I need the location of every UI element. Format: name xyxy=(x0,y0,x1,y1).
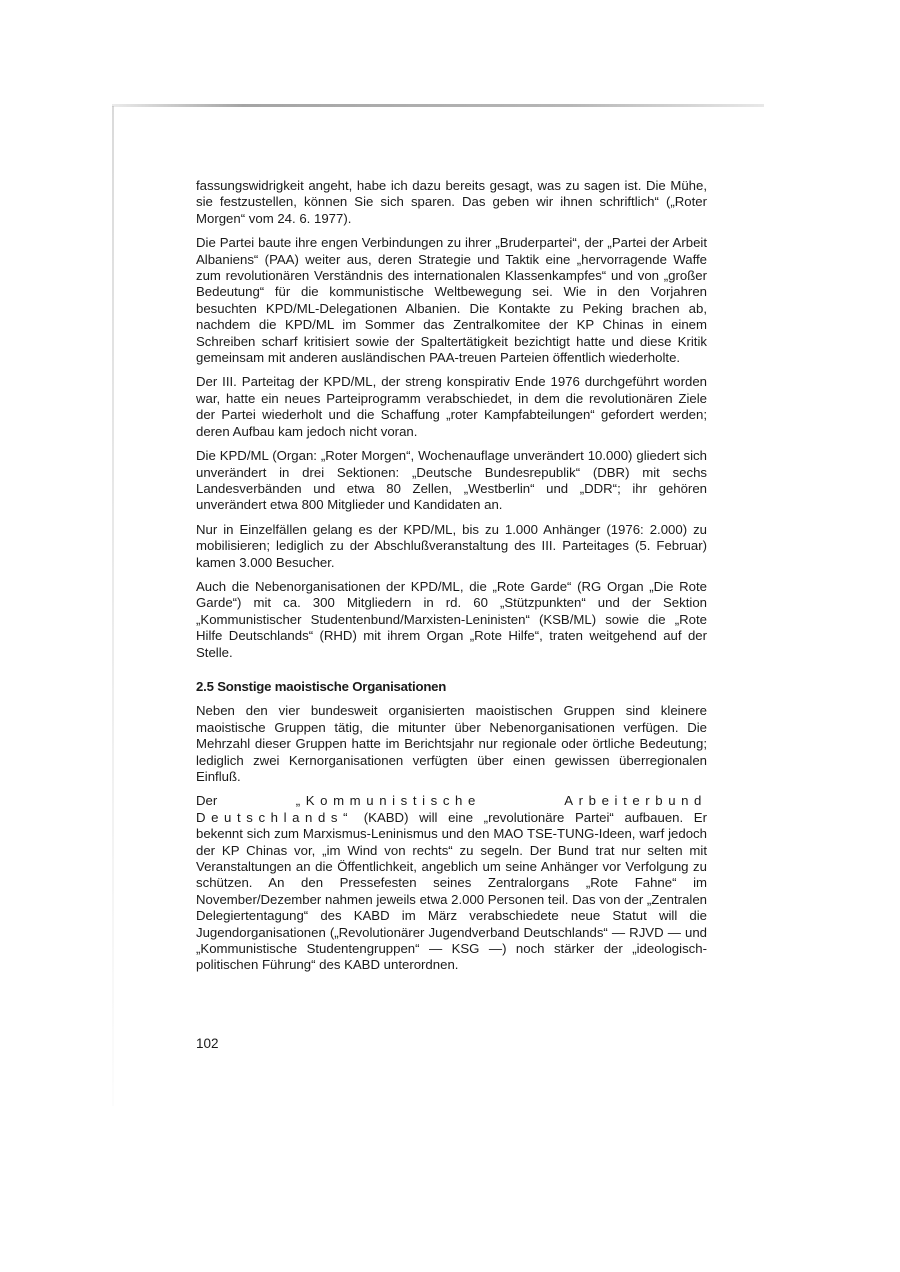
section-heading: 2.5 Sonstige maoistische Organisationen xyxy=(196,678,447,694)
paragraph-1: fassungswidrigkeit angeht, habe ich dazu bereits gesagt, was zu sagen ist. Die Mühe, sie festzustellen, können Sie sich sparen. Das geben wir ihnen schriftlich“ („Roter Morgen“ vom 24. 6. 1977). xyxy=(196,178,707,226)
paragraph-6: Auch die Nebenorganisationen der KPD/ML, die „Rote Garde“ (RG Organ „Die Rote Garde“) mit ca. 300 Mitgliedern in rd. 60 „Stützpunkten“ und der Sektion „Kommunistischer Studentenbund/Marxisten-Leninisten“ (KSB/ML) sowie die „Rote Hilfe Deutschlands“ (RHD) mit ihrem Organ „Rote Hilfe“, traten weitgehend auf der Stelle. xyxy=(196,578,707,660)
body-text xyxy=(196,178,707,982)
scan-top-edge xyxy=(112,104,764,107)
section-paragraph-1: Neben den vier bundesweit organisierten maoistischen Gruppen sind kleinere maoistische Gruppen tätig, die mitunter über Nebenorganisationen verfügen. Die Mehrzahl dieser Gruppen hatte im Berichtsjahr nur regionale oder örtliche Bedeutung; lediglich zwei Kernorganisationen verfügten über einen gewissen überregionalen Einfluß. xyxy=(196,703,707,784)
kabd-rest: (KABD) will eine „revolutionäre Partei“ aufbauen. Er bekennt sich zum Marxismus-Leninismus und den MAO TSE-TUNG-Ideen, warf jedoch der KP Chinas vor, „im Wind von rechts“ zu segeln. Der Bund trat nur selten mit Veranstaltungen an die Öffentlichkeit, angeblich um seine Anhänger vor Verfolgung zu schützen. An den Pressefesten seines Zentralorgans „Rote Fahne“ im November/Dezember nahmen jeweils etwa 2.000 Personen teil. Das von der „Zentralen Delegiertentagung“ des KABD im März verabschiedete neue Statut will die Jugendorganisationen („Revolutionärer Jugendverband Deutschlands“ — RJVD — und „Kommunistische Studentengruppen“ — KSG —) noch stärker der „ideologisch-politischen Führung“ des KABD unterordnen. xyxy=(196,809,707,973)
kabd-paragraph xyxy=(196,793,707,973)
paragraph-4: Die KPD/ML (Organ: „Roter Morgen“, Wochenauflage unverändert 10.000) gliedert sich unverändert in drei Sektionen: „Deutsche Bundesrepublik“ (DBR) mit sechs Landesverbänden und etwa 80 Zellen, „Westberlin“ und „DDR“; ihr gehören unverändert etwa 800 Mitglieder und Kandidaten an. xyxy=(196,448,707,513)
paragraph-2: Die Partei baute ihre engen Verbindungen zu ihrer „Bruderpartei“, der „Partei der Arbeit Albaniens“ (PAA) weiter aus, deren Strategie und Taktik eine „hervorragende Waffe zum revolutionären Verständnis des internationalen Klassenkampfes“ und von „großer Bedeutung“ für die kommunistische Weltbewegung sei. Wie in den Vorjahren besuchten KPD/ML-Delegationen Albanien. Die Kontakte zu Peking brachen ab, nachdem die KPD/ML im Sommer das Zentralkomitee der KP Chinas in einem Schreiben scharf kritisiert sowie der Spaltertätigkeit bezichtigt hatte und diese Kritik gemeinsam mit anderen ausländischen PAA-treuen Parteien öffentlich wiederholte. xyxy=(196,235,707,366)
paragraph-3: Der III. Parteitag der KPD/ML, der streng konspirativ Ende 1976 durchgeführt worden war, hatte ein neues Parteiprogramm verabschiedet, in dem die revolutionären Ziele der Partei wiederholt und die Schaffung „roter Kampfabteilungen“ gefordert werden; deren Aufbau kam jedoch nicht voran. xyxy=(196,374,707,439)
scan-left-edge xyxy=(112,106,114,1106)
kabd-prefix: Der xyxy=(196,793,296,809)
page-number: 102 xyxy=(196,1036,219,1051)
paragraph-5: Nur in Einzelfällen gelang es der KPD/ML, bis zu 1.000 Anhänger (1976: 2.000) zu mobilisieren; lediglich zu der Abschlußveranstaltung des III. Parteitages (5. Februar) kamen 3.000 Besucher. xyxy=(196,521,707,570)
kabd-spaced-name: „Kommunistische Arbeiterbund Deutschlands“ xyxy=(196,793,707,825)
